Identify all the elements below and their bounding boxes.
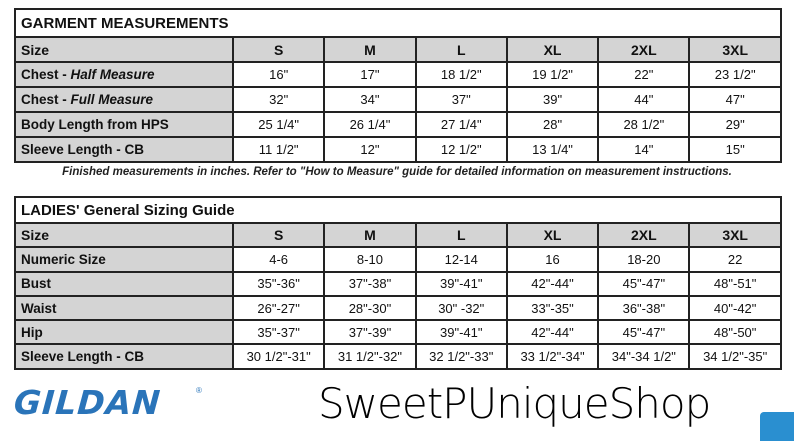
table-cell: 34 1/2"-35" xyxy=(689,344,780,368)
ladies-sizing-table xyxy=(14,196,782,370)
gildan-logo xyxy=(14,383,214,423)
table-cell: 37" xyxy=(416,87,507,112)
table-cell: 34" xyxy=(324,87,415,112)
table-row xyxy=(15,87,781,112)
logo-text: GILDAN xyxy=(12,383,163,422)
corner-widget[interactable] xyxy=(760,412,794,441)
table-cell: 45"-47" xyxy=(598,272,689,296)
row-label: Hip xyxy=(15,320,233,344)
header-cell: Size xyxy=(15,37,233,62)
table-cell: 33"-35" xyxy=(507,296,598,320)
table-cell: 39" xyxy=(507,87,598,112)
table-cell: 32" xyxy=(233,87,324,112)
header-cell: L xyxy=(416,37,507,62)
table-cell: 16 xyxy=(507,247,598,271)
header-row xyxy=(15,223,781,247)
table-cell: 15" xyxy=(689,137,780,162)
header-cell: 2XL xyxy=(598,37,689,62)
table-cell: 28 1/2" xyxy=(598,112,689,137)
row-label: Sleeve Length - CB xyxy=(15,344,233,368)
header-row xyxy=(15,37,781,62)
row-label: Chest - Half Measure xyxy=(15,62,233,87)
table-cell: 12-14 xyxy=(416,247,507,271)
table-cell: 16" xyxy=(233,62,324,87)
table-cell: 30 1/2"-31" xyxy=(233,344,324,368)
table-cell: 33 1/2"-34" xyxy=(507,344,598,368)
table-cell: 42"-44" xyxy=(507,320,598,344)
header-cell: XL xyxy=(507,223,598,247)
header-cell: S xyxy=(233,37,324,62)
header-cell: XL xyxy=(507,37,598,62)
header-cell: Size xyxy=(15,223,233,247)
table-cell: 23 1/2" xyxy=(689,62,780,87)
table-cell: 17" xyxy=(324,62,415,87)
table-cell: 8-10 xyxy=(324,247,415,271)
table-cell: 22 xyxy=(689,247,780,271)
table-cell: 14" xyxy=(598,137,689,162)
table-cell: 39"-41" xyxy=(416,272,507,296)
table-cell: 35"-36" xyxy=(233,272,324,296)
table-cell: 35"-37" xyxy=(233,320,324,344)
garment-table-title: GARMENT MEASUREMENTS xyxy=(15,9,781,37)
table-row xyxy=(15,272,781,296)
measurement-note: Finished measurements in inches. Refer to "How to Measure" guide for detailed information on measurement instructions. xyxy=(62,166,732,178)
table-cell: 30" -32" xyxy=(416,296,507,320)
table-cell: 22" xyxy=(598,62,689,87)
table-cell: 37"-39" xyxy=(324,320,415,344)
table-cell: 36"-38" xyxy=(598,296,689,320)
row-label: Body Length from HPS xyxy=(15,112,233,137)
row-label: Waist xyxy=(15,296,233,320)
table-cell: 39"-41" xyxy=(416,320,507,344)
header-cell: 3XL xyxy=(689,37,780,62)
table-cell: 32 1/2"-33" xyxy=(416,344,507,368)
table-cell: 37"-38" xyxy=(324,272,415,296)
table-cell: 26 1/4" xyxy=(324,112,415,137)
row-label: Numeric Size xyxy=(15,247,233,271)
table-row xyxy=(15,344,781,368)
shop-name: SweetPUniqueShop xyxy=(318,379,711,428)
table-cell: 25 1/4" xyxy=(233,112,324,137)
header-cell: M xyxy=(324,37,415,62)
table-cell: 48"-50" xyxy=(689,320,780,344)
table-cell: 12 1/2" xyxy=(416,137,507,162)
table-cell: 28"-30" xyxy=(324,296,415,320)
table-cell: 45"-47" xyxy=(598,320,689,344)
table-cell: 47" xyxy=(689,87,780,112)
table-cell: 18 1/2" xyxy=(416,62,507,87)
row-label: Bust xyxy=(15,272,233,296)
table-cell: 31 1/2"-32" xyxy=(324,344,415,368)
table-cell: 11 1/2" xyxy=(233,137,324,162)
table-cell: 19 1/2" xyxy=(507,62,598,87)
table-cell: 12" xyxy=(324,137,415,162)
table-cell: 4-6 xyxy=(233,247,324,271)
registered-mark: ® xyxy=(196,386,202,395)
table-cell: 18-20 xyxy=(598,247,689,271)
row-label: Chest - Full Measure xyxy=(15,87,233,112)
header-cell: M xyxy=(324,223,415,247)
table-row xyxy=(15,137,781,162)
table-cell: 13 1/4" xyxy=(507,137,598,162)
row-label: Sleeve Length - CB xyxy=(15,137,233,162)
table-row xyxy=(15,296,781,320)
table-cell: 40"-42" xyxy=(689,296,780,320)
table-cell: 27 1/4" xyxy=(416,112,507,137)
garment-measurements-table xyxy=(14,8,782,163)
ladies-table-title: LADIES' General Sizing Guide xyxy=(15,197,781,223)
header-cell: L xyxy=(416,223,507,247)
table-cell: 42"-44" xyxy=(507,272,598,296)
table-cell: 48"-51" xyxy=(689,272,780,296)
table-cell: 28" xyxy=(507,112,598,137)
table-title-row xyxy=(15,197,781,223)
table-cell: 26"-27" xyxy=(233,296,324,320)
header-cell: S xyxy=(233,223,324,247)
header-cell: 3XL xyxy=(689,223,780,247)
header-cell: 2XL xyxy=(598,223,689,247)
table-cell: 44" xyxy=(598,87,689,112)
table-row xyxy=(15,320,781,344)
table-cell: 29" xyxy=(689,112,780,137)
table-row xyxy=(15,112,781,137)
table-row xyxy=(15,247,781,271)
table-cell: 34"-34 1/2" xyxy=(598,344,689,368)
table-title-row xyxy=(15,9,781,37)
table-row xyxy=(15,62,781,87)
